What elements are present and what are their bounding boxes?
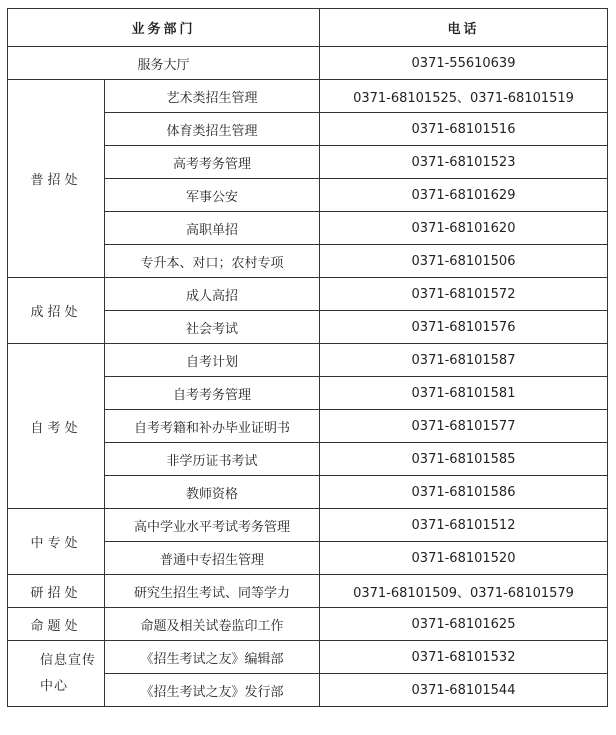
phone-number: 0371-68101544 [320,674,608,707]
table-row [8,641,608,674]
phone-number: 0371-68101587 [320,344,608,377]
item-name: 高职单招 [105,212,320,245]
table-row [8,80,608,113]
group-name: 命题处 [8,608,105,641]
phone-number: 0371-68101525、0371-68101519 [320,80,608,113]
group-name: 中专处 [8,509,105,575]
contact-table [7,8,608,707]
phone-number: 0371-68101509、0371-68101579 [320,575,608,608]
table-row [8,344,608,377]
dept-name: 服务大厅 [8,47,320,80]
item-name: 社会考试 [105,311,320,344]
group-name: 信息宣传中心 [8,641,105,707]
item-name: 研究生招生考试、同等学力 [105,575,320,608]
phone-number: 0371-68101572 [320,278,608,311]
phone-number: 0371-68101625 [320,608,608,641]
item-name: 高考考务管理 [105,146,320,179]
item-name: 专升本、对口；农村专项 [105,245,320,278]
phone-number: 0371-68101532 [320,641,608,674]
item-name: 教师资格 [105,476,320,509]
group-name: 自考处 [8,344,105,509]
group-name: 成招处 [8,278,105,344]
item-name: 军事公安 [105,179,320,212]
phone-number: 0371-68101576 [320,311,608,344]
item-name: 《招生考试之友》编辑部 [105,641,320,674]
phone-number: 0371-68101586 [320,476,608,509]
phone-number: 0371-68101585 [320,443,608,476]
item-name: 命题及相关试卷监印工作 [105,608,320,641]
item-name: 《招生考试之友》发行部 [105,674,320,707]
phone-number: 0371-68101506 [320,245,608,278]
table-row [8,509,608,542]
group-name: 普招处 [8,80,105,278]
header-dept: 业务部门 [8,9,320,47]
phone-number: 0371-68101581 [320,377,608,410]
item-name: 高中学业水平考试考务管理 [105,509,320,542]
item-name: 成人高招 [105,278,320,311]
item-name: 自考考务管理 [105,377,320,410]
phone-number: 0371-68101516 [320,113,608,146]
table-row [8,575,608,608]
phone-number: 0371-68101629 [320,179,608,212]
item-name: 艺术类招生管理 [105,80,320,113]
group-name: 研招处 [8,575,105,608]
phone-number: 0371-68101523 [320,146,608,179]
phone-number: 0371-68101520 [320,542,608,575]
item-name: 非学历证书考试 [105,443,320,476]
item-name: 普通中专招生管理 [105,542,320,575]
table-row [8,47,608,80]
item-name: 自考计划 [105,344,320,377]
item-name: 体育类招生管理 [105,113,320,146]
phone-number: 0371-68101512 [320,509,608,542]
phone-number: 0371-55610639 [320,47,608,80]
header-phone: 电话 [320,9,608,47]
phone-number: 0371-68101620 [320,212,608,245]
phone-number: 0371-68101577 [320,410,608,443]
header-row [8,9,608,47]
table-row [8,278,608,311]
item-name: 自考考籍和补办毕业证明书 [105,410,320,443]
table-row [8,608,608,641]
